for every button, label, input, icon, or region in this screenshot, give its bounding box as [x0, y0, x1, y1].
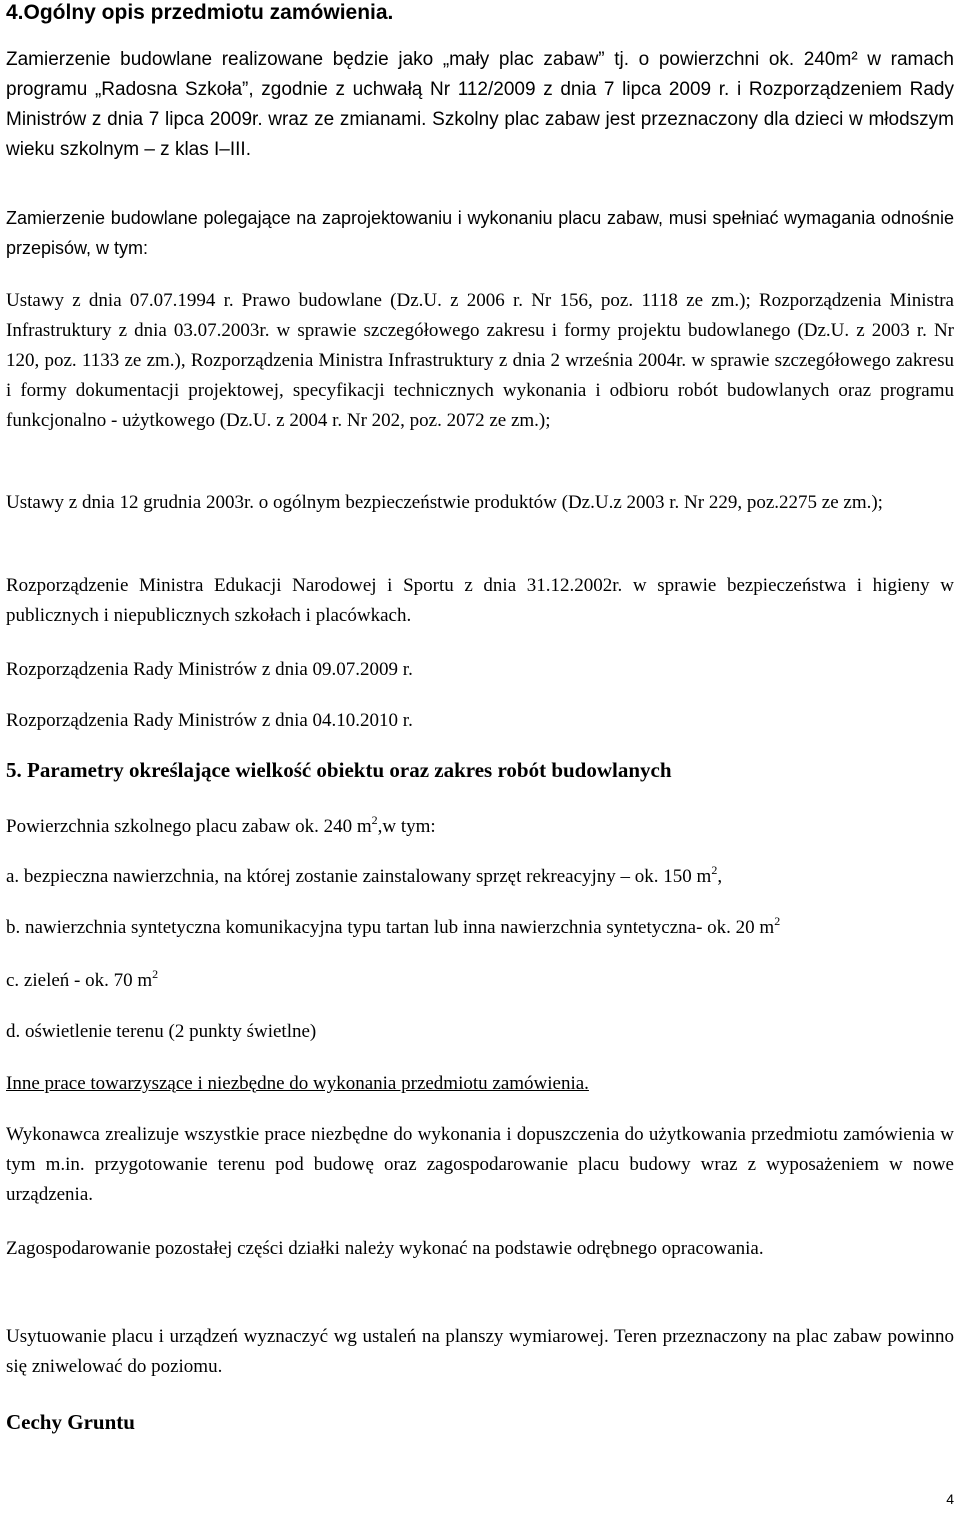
law-list-item-1: Ustawy z dnia 07.07.1994 r. Prawo budowlane (Dz.U. z 2006 r. Nr 156, poz. 1118 ze zm.); Rozporządzenia Ministra Infrastruktury z dnia 03.07.2003r. w sprawie szczegółowego zakresu i formy projektu budowlanego (Dz.U. z 2003 r. Nr 120, poz. 1133 ze zm.), Rozporządzenia Ministra Infrastruktury z dnia 2 września 2004r. w sprawie szczegółowego zakresu i formy dokumentacji projektowej, specyfikacji technicznych wykonania i odbioru robót budowlanych oraz programu funkcjonalno - użytkowego (Dz.U. z 2004 r. Nr 202, poz. 2072 ze zm.);	[6, 290, 954, 431]
law-list-item-5: Rozporządzenia Rady Ministrów z dnia 04.10.2010 r.	[6, 710, 413, 731]
law-list-item-2: Ustawy z dnia 12 grudnia 2003r. o ogólnym bezpieczeństwie produktów (Dz.U.z 2003 r. Nr 229, poz.2275 ze zm.);	[6, 492, 883, 513]
scope-item-a-text: a. bezpieczna nawierzchnia, na której zostanie zainstalowany sprzęt rekreacyjny – ok. 150 m	[6, 866, 712, 887]
scope-item-a	[6, 862, 954, 892]
other-works-line: Inne prace towarzyszące i niezbędne do wykonania przedmiotu zamówienia.	[6, 1073, 589, 1094]
area-total-text: Powierzchnia szkolnego placu zabaw ok. 240 m	[6, 816, 372, 837]
scope-item-b-superscript: 2	[774, 914, 781, 928]
section-4-paragraph-2: Zamierzenie budowlane polegające na zaprojektowaniu i wykonaniu placu zabaw, musi spełniać wymagania odnośnie przepisów, w tym:	[6, 208, 954, 258]
scope-item-a-tail: ,	[717, 866, 723, 887]
law-list-item-3: Rozporządzenie Ministra Edukacji Narodowej i Sportu z dnia 31.12.2002r. w sprawie bezpieczeństwa i higieny w publicznych i niepublicznych szkołach i placówkach.	[6, 575, 954, 626]
section-5-heading: 5. Parametry określające wielkość obiektu oraz zakres robót budowlanych	[6, 758, 672, 782]
law-list-item-4: Rozporządzenia Rady Ministrów z dnia 09.07.2009 r.	[6, 659, 413, 680]
area-total-line	[6, 812, 954, 842]
scope-item-d: d. oświetlenie terenu (2 punkty świetlne)	[6, 1021, 317, 1042]
scope-item-b	[6, 913, 954, 943]
page-number: 4	[946, 1491, 954, 1507]
scope-item-c-text: c. zieleń - ok. 70 m	[6, 970, 153, 991]
scope-item-c-superscript: 2	[152, 967, 159, 981]
soil-heading: Cechy Gruntu	[6, 1410, 135, 1434]
section-4-paragraph-1: Zamierzenie budowlane realizowane będzie jako „mały plac zabaw” tj. o powierzchni ok. 240m² w ramach programu „Radosna Szkoła”, zgodnie z uchwałą Nr 112/2009 z dnia 7 lipca 2009 r. i Rozporządzeniem Rady Ministrów z dnia 7 lipca 2009r. wraz ze zmianami. Szkolny plac zabaw jest przeznaczony dla dzieci w młodszym wieku szkolnym – z klas I–III.	[6, 49, 954, 160]
contractor-paragraph: Wykonawca zrealizuje wszystkie prace niezbędne do wykonania i dopuszczenia do użytkowania przedmiotu zamówienia w tym m.in. przygotowanie terenu pod budowę oraz zagospodarowanie placu budowy wraz z wyposażeniem w nowe urządzenia.	[6, 1124, 954, 1205]
rest-of-plot-paragraph: Zagospodarowanie pozostałej części działki należy wykonać na podstawie odrębnego opracowania.	[6, 1238, 764, 1259]
area-total-tail: ,w tym:	[377, 816, 436, 837]
scope-item-c	[6, 966, 954, 996]
scope-item-a-superscript: 2	[711, 863, 718, 877]
scope-item-b-text: b. nawierzchnia syntetyczna komunikacyjna typu tartan lub inna nawierzchnia syntetyczna- ok. 20 m	[6, 917, 775, 938]
area-total-superscript: 2	[371, 813, 378, 827]
section-4-heading: 4.Ogólny opis przedmiotu zamówienia.	[6, 1, 394, 24]
placement-paragraph: Usytuowanie placu i urządzeń wyznaczyć wg ustaleń na planszy wymiarowej. Teren przeznaczony na plac zabaw powinno się zniwelować do poziomu.	[6, 1326, 954, 1377]
